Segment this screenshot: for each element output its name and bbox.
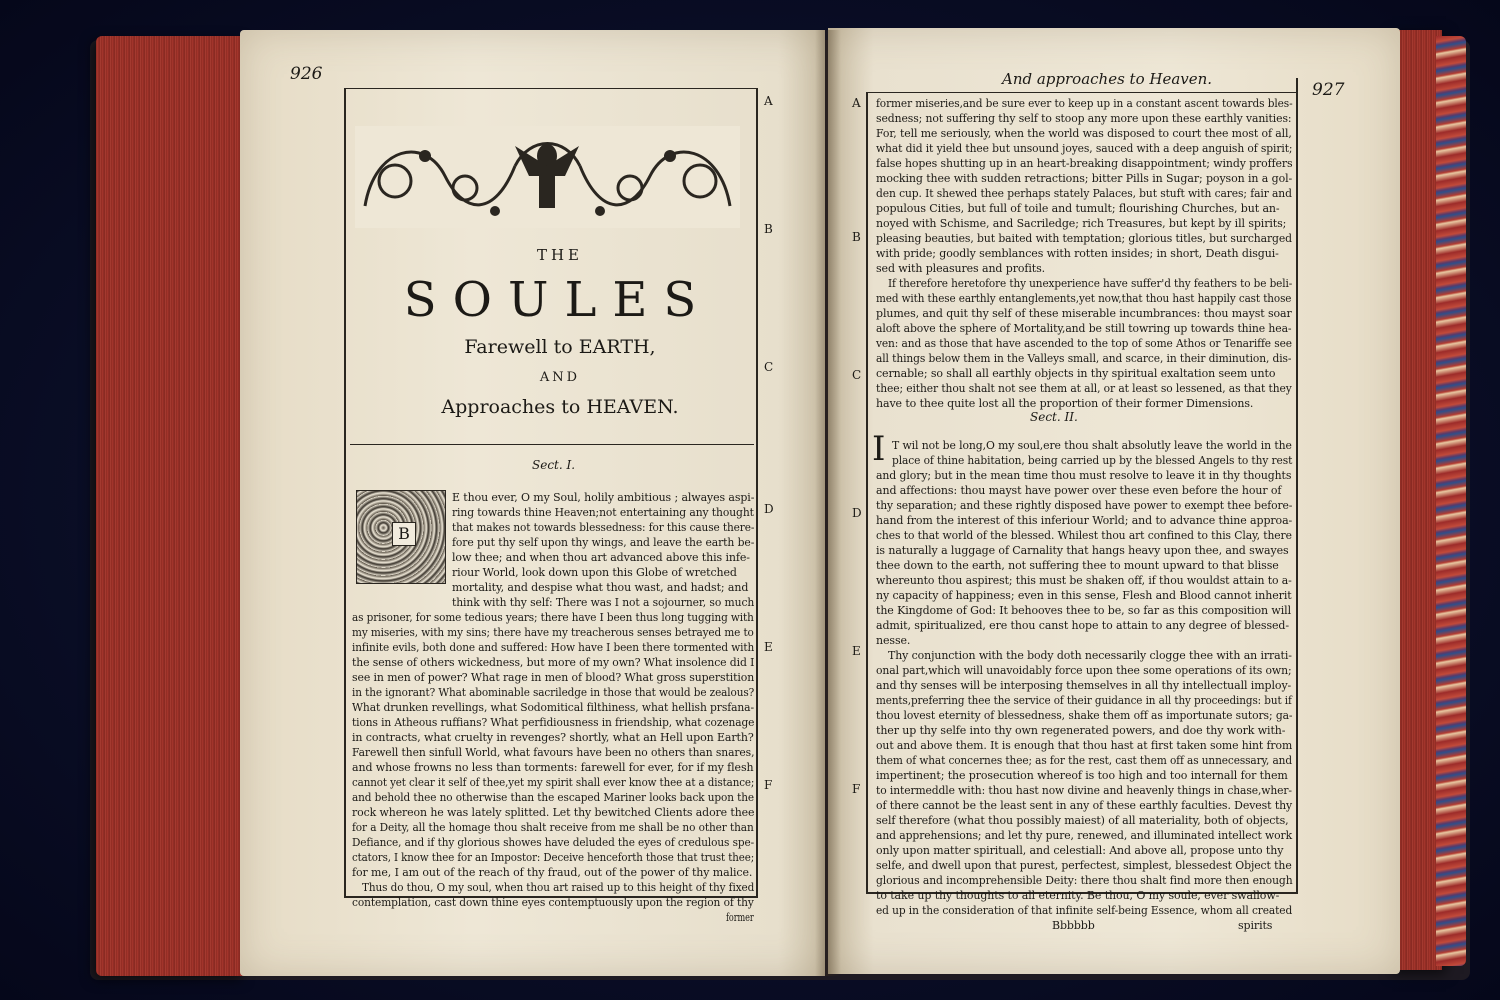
right-folio: 927 — [1312, 80, 1345, 100]
left-text-line: Farewell then sinfull World, what favours have been no others than snares, — [352, 746, 755, 759]
left-catchword: former — [726, 911, 754, 924]
right-text-line: ed up in the consideration of that infinite self-being Essence, whom all created — [876, 904, 1293, 917]
left-margin-letter: D — [764, 502, 774, 516]
right-frame-left — [866, 92, 868, 894]
right-text-line: have to thee quite lost all the proportion of their former Dimensions. — [876, 397, 1254, 410]
book-gutter — [815, 30, 841, 976]
right-text-line: former miseries,and be sure ever to keep up in a constant ascent towards bles- — [876, 97, 1293, 110]
left-text-line: for a Deity, all the homage thou shalt receive from me shall be no other than — [352, 821, 754, 834]
right-text-line: whereunto thou aspirest; this must be shaken off, if thou wouldst attain to a- — [876, 574, 1292, 587]
left-text-line: my miseries, with my sins; there have my treacherous senses betrayed me to — [352, 626, 754, 639]
right-text-line: plumes, and quit thy self of these miserable incumbrances: thou mayst soar — [876, 307, 1292, 320]
right-text-line: thou lovest eternity of blessedness, shake them off as importunate sutors; ga- — [876, 709, 1293, 722]
right-text-line: and apprehensions; and let thy pure, renewed, and illuminated intellect work — [876, 829, 1293, 842]
right-text-line: is naturally a luggage of Carnality that hangs heavy upon thee, and swayes — [876, 544, 1289, 557]
left-text-line: and whose frowns no less than torments: farewell for ever, for if my flesh — [352, 761, 754, 774]
right-text-line: pleasing beauties, but baited with temptation; glorious titles, but surcharged — [876, 232, 1293, 245]
right-text-line: of there cannot be the least sent in any of these earthly faculties. Devest thy — [876, 799, 1293, 812]
right-text-line: selfe, and dwell upon that purest, perfectest, simplest, blessedest Object the — [876, 859, 1292, 872]
drop-initial-i: I — [872, 429, 886, 469]
left-text-line: ctators, I know thee for an Impostor: Deceive henceforth those that trust thee; — [352, 851, 755, 864]
right-text-line: false hopes shutting up in an heart-breaking disappointment; windy proffers — [876, 157, 1293, 170]
left-frame-right — [756, 88, 758, 898]
left-text-line: rock whereon he was lately splitted. Let thy bewitched Clients adore thee — [352, 806, 755, 819]
left-margin-letter: F — [764, 778, 773, 792]
right-text-line: what did it yield thee but unsound joyes, sauced with a deep anguish of spirit; — [876, 142, 1293, 155]
initial-letter: B — [392, 522, 416, 546]
left-folio: 926 — [290, 64, 323, 84]
right-text-line: If therefore heretofore thy unexperience have suffer'd thy feathers to be beli- — [888, 277, 1293, 290]
left-margin-letter: A — [764, 94, 773, 108]
right-text-line: sedness; not suffering thy self to stoop any more upon these earthly vanities: — [876, 112, 1292, 125]
left-text-line: think with thy self: There was I not a sojourner, so much — [452, 596, 755, 609]
right-text-line: only upon matter spirituall, and celestiall: And above all, propose unto thy — [876, 844, 1284, 857]
right-text-line: thee; either thou shalt not see them at all, or at least so lessened, as that they — [876, 382, 1292, 395]
marbled-edge — [1436, 36, 1466, 966]
left-page-edges — [96, 36, 246, 976]
right-text-line: den cup. It shewed thee perhaps stately Palaces, but stuft with cares; fair and — [876, 187, 1292, 200]
left-margin-letter: E — [764, 640, 773, 654]
right-text-line: out and above them. It is enough that thou hast at first taken some hint from — [876, 739, 1293, 752]
right-text-line: Thy conjunction with the body doth necessarily clogge thee with an irrati- — [888, 649, 1292, 662]
left-text-line: contemplation, cast down thine eyes contemptuously upon the region of thy — [352, 896, 754, 909]
left-text-line: E thou ever, O my Soul, holily ambitious ; alwayes aspi- — [452, 491, 755, 504]
title-approaches: Approaches to HEAVEN. — [441, 396, 679, 418]
running-head: And approaches to Heaven. — [1002, 70, 1213, 88]
right-text-line: ven: and as those that have ascended to the top of some Athos or Tenariffe see — [876, 337, 1292, 350]
headpiece-ornament — [355, 126, 740, 228]
signature-mark: Bbbbbb — [1052, 919, 1095, 932]
left-title-rule — [350, 444, 754, 445]
right-text-line: admit, spiritualized, ere thou canst hope to attain to any degree of blessed- — [876, 619, 1289, 632]
left-text-line: riour World, look down upon this Globe of wretched — [452, 566, 737, 579]
left-text-line: infinite evils, both done and suffered: How have I been there tormented with — [352, 641, 755, 654]
title-and: AND — [539, 370, 581, 385]
right-text-line: thy separation; and these rightly disposed have power to exempt thee before- — [876, 499, 1293, 512]
right-margin-letter: C — [852, 368, 862, 382]
right-margin-letter: A — [852, 96, 861, 110]
right-text-line: and thy senses will be interposing themselves in all thy intellectuall imploy- — [876, 679, 1292, 692]
right-text-line: self therefore (what thou possibly maiest) of all materiality, both of objects, — [876, 814, 1289, 827]
left-text-line: Thus do thou, O my soul, when thou art raised up to this height of thy fixed — [362, 881, 755, 894]
left-text-line: the sense of others wickedness, but more of my own? What insolence did I — [352, 656, 755, 669]
right-text-line: aloft above the sphere of Mortality,and be still towring up towards thine hea- — [876, 322, 1292, 335]
right-catchword: spirits — [1238, 919, 1273, 932]
right-text-line: ny capacity of happiness; even in this sense, Flesh and Blood cannot inherit — [876, 589, 1292, 602]
left-text-line: ring towards thine Heaven;not entertaining any thought — [452, 506, 754, 519]
right-text-line: place of thine habitation, being carried up by the blessed Angels to thy rest — [892, 454, 1293, 467]
title-farewell: Farewell to EARTH, — [464, 336, 656, 358]
title-the: THE — [536, 246, 584, 264]
right-text-line: cernable; so shall all earthly objects in thy spiritual exaltation seem unto — [876, 367, 1276, 380]
left-frame-top — [344, 88, 758, 89]
left-text-line: mortality, and despise what thou wast, and hadst; and — [452, 581, 749, 594]
left-text-line: fore put thy self upon thy wings, and leave the earth be- — [452, 536, 755, 549]
left-margin-letter: B — [764, 222, 773, 236]
right-margin-letter: E — [852, 644, 861, 658]
right-text-line: thee down to the earth, not suffering thee to mount upward to that blisse — [876, 559, 1279, 572]
right-text-line: For, tell me seriously, when the world was disposed to court thee most of all, — [876, 127, 1292, 140]
right-margin-letter: B — [852, 230, 861, 244]
section-one-heading: Sect. I. — [532, 458, 576, 472]
right-text-line: ments,preferring thee the service of their guidance in all thy proceedings: but if — [876, 694, 1292, 707]
left-text-line: and behold thee no otherwise than the escaped Mariner looks back upon the — [352, 791, 754, 804]
right-text-line: them of what concernes thee; as for the rest, cast them off as unnecessary, and — [876, 754, 1292, 767]
left-text-line: cannot yet clear it self of thee,yet my spirit shall ever know thee at a distance; — [352, 776, 755, 789]
right-text-line: hand from the interest of this inferiour World; and to advance thine approa- — [876, 514, 1293, 527]
right-text-line: med with these earthly entanglements,yet now,that thou hast happily cast those — [876, 292, 1292, 305]
right-margin-letter: F — [852, 782, 861, 796]
right-text-line: to take up thy thoughts to all eternity. Be thou, O my soule, ever swallow- — [876, 889, 1280, 902]
right-text-line: noyed with Schisme, and Sacriledge; rich Treasures, but kept by ill spirits; — [876, 217, 1287, 230]
right-text-line: sed with pleasures and profits. — [876, 262, 1046, 275]
left-text-line: What drunken revellings, what Sodomitical filthiness, what hellish prsfana- — [352, 701, 754, 714]
right-frame-right — [1296, 78, 1298, 894]
left-text-line: low thee; and when thou art advanced above this infe- — [452, 551, 750, 564]
left-text-line: for me, I am out of the reach of thy fraud, out of the power of thy malice. — [352, 866, 753, 879]
right-text-line: with pride; goodly semblances with rotten insides; in short, Death disgui- — [876, 247, 1279, 260]
left-margin-letter: C — [764, 360, 774, 374]
right-text-line: and glory; but in the mean time thou must resolve to leave it in thy thoughts — [876, 469, 1292, 482]
left-text-line: in contracts, what cruelty in revenges? shortly, what an Hell upon Earth? — [352, 731, 754, 744]
left-text-line: that makes not towards blessedness: for this cause there- — [452, 521, 755, 534]
right-text-line: nesse. — [876, 634, 911, 647]
right-text-line: glorious and incomprehensible Deity: there thou shalt find more then enough — [876, 874, 1293, 887]
left-text-line: as prisoner, for some tedious years; there have I been thus long tugging with — [352, 611, 754, 624]
right-text-line: and affections: thou mayst have power over these even before the hour of — [876, 484, 1282, 497]
right-text-line: ther up thy selfe into thy own regenerated powers, and doe thy work with- — [876, 724, 1286, 737]
right-text-line: mocking thee with sudden retractions; bitter Pills in Sugar; poyson in a gol- — [876, 172, 1293, 185]
right-text-line: ches to that world of the blessed. Whilest thou art confined to this Clay, there — [876, 529, 1292, 542]
title-soules: SOULES — [403, 272, 713, 328]
left-text-line: Defiance, and if thy glorious showes have deluded the eyes of credulous spe- — [352, 836, 755, 849]
left-text-line: tions in Atheous ruffians? What perfidiousness in friendship, what cozenage — [352, 716, 755, 729]
left-text-line: in the ignorant? What abominable sacriledge in those that would be zealous? — [352, 686, 755, 699]
right-text-line: all things below them in the Valleys small, and scarce, in their diminution, dis- — [876, 352, 1292, 365]
right-text-line: T wil not be long,O my soul,ere thou shalt absolutly leave the world in the — [892, 439, 1292, 452]
right-text-line: to intermeddle with: thou hast now divine and heavenly things in chase,wher- — [876, 784, 1292, 797]
right-text-line: impertinent; the prosecution whereof is too high and too internall for them — [876, 769, 1288, 782]
left-text-line: see in men of power? What rage in men of blood? What gross superstition — [352, 671, 755, 684]
right-text-line: populous Cities, but full of toile and tumult; flourishing Churches, but an- — [876, 202, 1280, 215]
section-two-heading: Sect. II. — [1030, 410, 1078, 424]
right-frame-top — [868, 92, 1298, 93]
left-frame-left — [344, 88, 346, 898]
right-text-line: the Kingdome of God: It behooves thee to be, so far as this composition will — [876, 604, 1291, 617]
right-text-line: onal part,which will unavoidably force upon thee some operations of its own; — [876, 664, 1292, 677]
right-margin-letter: D — [852, 506, 862, 520]
